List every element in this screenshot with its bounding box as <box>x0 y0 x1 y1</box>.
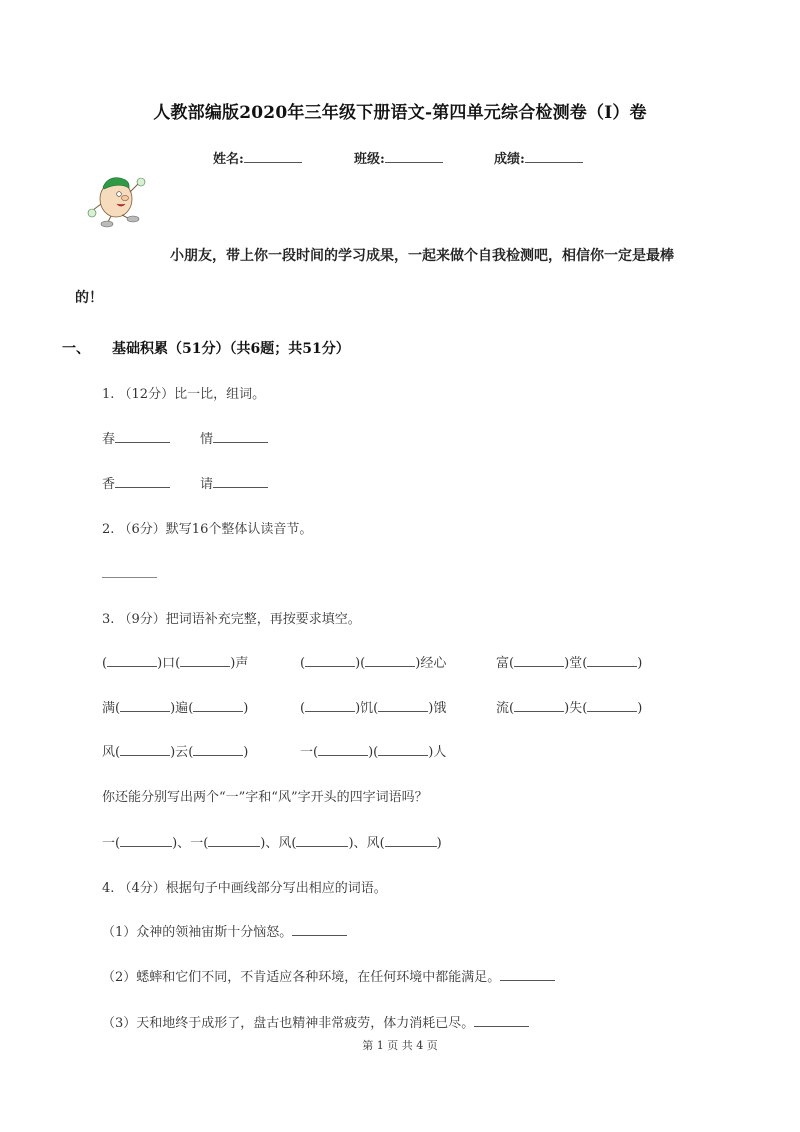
question-2-prompt: 2. （6分）默写16个整体认读音节。 <box>102 522 313 537</box>
q3-char: 满 <box>102 701 116 716</box>
q3-blank[interactable] <box>193 755 243 756</box>
score-blank[interactable] <box>525 162 583 163</box>
q1-char: 情 <box>200 432 214 447</box>
text-fragment: ) <box>355 701 361 716</box>
text-fragment: ) <box>428 745 434 760</box>
name-blank[interactable] <box>244 162 302 163</box>
intro-line-2: 的！ <box>75 290 103 306</box>
class-label: 班级: <box>354 152 385 167</box>
q3-char: 饥 <box>360 701 374 716</box>
q3-idiom <box>496 697 642 716</box>
text-fragment: ) <box>428 701 434 716</box>
q3-char: 云 <box>175 745 189 760</box>
text-fragment: ( <box>373 745 379 760</box>
q1-item <box>200 428 268 447</box>
q1-blank[interactable] <box>213 487 268 488</box>
page-number: 第 1 页 共 4 页 <box>362 1039 438 1052</box>
q3-char: 遍 <box>175 701 189 716</box>
class-blank[interactable] <box>385 162 443 163</box>
q3-blank[interactable] <box>305 666 355 667</box>
text-fragment: 、 <box>177 836 191 851</box>
q3-char: 失 <box>569 701 583 716</box>
question-1-prompt: 1. （12分）比一比，组词。 <box>102 387 266 402</box>
q3-char: 一 <box>300 745 314 760</box>
q3-idiom <box>102 741 248 760</box>
q3-blank[interactable] <box>365 666 415 667</box>
text-fragment: ) <box>230 656 236 671</box>
text-fragment: ) <box>243 745 249 760</box>
class-field <box>354 148 443 167</box>
q3-char: 堂 <box>569 656 583 671</box>
q3-blank[interactable] <box>193 711 243 712</box>
text-fragment: ( <box>188 745 194 760</box>
q1-blank[interactable] <box>213 442 268 443</box>
score-label: 成绩: <box>494 152 525 167</box>
text-fragment: ( <box>509 701 515 716</box>
text-fragment: ) <box>355 656 361 671</box>
q3-blank[interactable] <box>378 711 428 712</box>
text-fragment: ( <box>291 836 297 851</box>
q4-sentence: （1）众神的领袖宙斯十分恼怒。 <box>102 925 293 940</box>
q4-item <box>102 921 347 940</box>
q3-blank[interactable] <box>318 755 368 756</box>
text-fragment: ) <box>172 836 178 851</box>
text-fragment: ( <box>300 656 306 671</box>
document-title: 人教部编版2020年三年级下册语文-第四单元综合检测卷（I）卷 <box>153 103 647 123</box>
name-field <box>213 148 302 167</box>
q3-char: 风 <box>278 836 292 851</box>
q3-idiom <box>102 697 248 716</box>
text-fragment: ( <box>115 745 121 760</box>
q4-blank[interactable] <box>500 980 555 981</box>
text-fragment: ) <box>564 656 570 671</box>
section-title: 基础积累（51分）（共6题；共51分） <box>112 341 350 357</box>
q4-sentence: （3）天和地终于成形了，盘古也精神非常疲劳，体力消耗已尽。 <box>102 1016 475 1031</box>
q3-char: 风 <box>102 745 116 760</box>
q1-char: 请 <box>200 477 214 492</box>
text-fragment: ) <box>637 701 643 716</box>
text-fragment: ) <box>170 745 176 760</box>
q3-idiom <box>300 697 446 716</box>
text-fragment: ) <box>564 701 570 716</box>
q1-item <box>102 428 170 447</box>
question-3-prompt: 3. （9分）把词语补充完整，再按要求填空。 <box>102 612 361 627</box>
question-4-prompt: 4. （4分）根据句子中画线部分写出相应的词语。 <box>102 881 387 896</box>
text-fragment: ( <box>203 836 209 851</box>
q3-blank[interactable] <box>385 846 437 847</box>
text-fragment: ( <box>582 656 588 671</box>
q3-char: 一 <box>102 836 116 851</box>
text-fragment: ) <box>436 836 442 851</box>
name-label: 姓名: <box>213 152 244 167</box>
text-fragment: 、 <box>353 836 367 851</box>
text-fragment: ( <box>115 701 121 716</box>
q1-blank[interactable] <box>115 487 170 488</box>
q3-blank[interactable] <box>107 666 157 667</box>
section-number: 一、 <box>62 341 90 357</box>
q3-blank[interactable] <box>120 846 172 847</box>
text-fragment: ) <box>368 745 374 760</box>
text-fragment: ) <box>348 836 354 851</box>
q3-blank[interactable] <box>208 846 260 847</box>
intro-line-1: 小朋友，带上你一段时间的学习成果，一起来做个自我检测吧，相信你一定是最棒 <box>170 248 674 264</box>
q3-char: 饿 <box>433 701 447 716</box>
q4-blank[interactable] <box>474 1026 529 1027</box>
section-heading <box>62 338 350 358</box>
q2-answer-blank[interactable] <box>102 577 157 578</box>
text-fragment: ( <box>188 701 194 716</box>
text-fragment: ) <box>637 656 643 671</box>
mascot-icon <box>86 172 156 230</box>
q3-blank[interactable] <box>180 666 230 667</box>
q1-item <box>200 473 268 492</box>
q3-char: 声 <box>235 656 249 671</box>
q3-char: 人 <box>433 745 447 760</box>
text-fragment: ) <box>260 836 266 851</box>
text-fragment: ( <box>360 656 366 671</box>
q4-item <box>102 966 555 985</box>
text-fragment: 、 <box>265 836 279 851</box>
text-fragment: ( <box>102 656 108 671</box>
text-fragment: ) <box>170 701 176 716</box>
text-fragment: ) <box>243 701 249 716</box>
text-fragment: ( <box>313 745 319 760</box>
q3-blank[interactable] <box>514 666 564 667</box>
text-fragment: ( <box>582 701 588 716</box>
q3-idiom <box>300 652 446 671</box>
q3-blank[interactable] <box>305 711 355 712</box>
text-fragment: ( <box>115 836 121 851</box>
q3-blank[interactable] <box>120 711 170 712</box>
q1-item <box>102 473 170 492</box>
score-field <box>494 148 583 167</box>
q1-char: 春 <box>102 432 116 447</box>
q3-char: 富 <box>496 656 510 671</box>
q3-blank[interactable] <box>587 666 637 667</box>
q3-char: 一 <box>190 836 204 851</box>
text-fragment: ( <box>175 656 181 671</box>
q3-blank[interactable] <box>514 711 564 712</box>
q3-blank[interactable] <box>587 711 637 712</box>
q3-char: 风 <box>366 836 380 851</box>
text-fragment: ) <box>157 656 163 671</box>
q3-char: 口 <box>162 656 176 671</box>
text-fragment: ( <box>373 701 379 716</box>
q3-idiom <box>102 652 248 671</box>
q4-item <box>102 1012 529 1031</box>
q3-sub-prompt: 你还能分别写出两个“一”字和“风”字开头的四字词语吗？ <box>102 790 428 805</box>
q4-blank[interactable] <box>292 935 347 936</box>
text-fragment: ( <box>300 701 306 716</box>
q3-blank[interactable] <box>120 755 170 756</box>
text-fragment: ( <box>379 836 385 851</box>
q3-idiom <box>496 652 642 671</box>
q1-char: 香 <box>102 477 116 492</box>
q1-blank[interactable] <box>115 442 170 443</box>
q3-blank[interactable] <box>378 755 428 756</box>
text-fragment: ( <box>509 656 515 671</box>
q3-blank[interactable] <box>296 846 348 847</box>
q3-idiom <box>300 741 446 760</box>
q3-char: 经心 <box>420 656 447 671</box>
text-fragment: ) <box>415 656 421 671</box>
q3-four-char-words <box>102 832 442 851</box>
q4-sentence: （2）蟋蟀和它们不同，不肯适应各种环境，在任何环境中都能满足。 <box>102 970 501 985</box>
q3-char: 流 <box>496 701 510 716</box>
